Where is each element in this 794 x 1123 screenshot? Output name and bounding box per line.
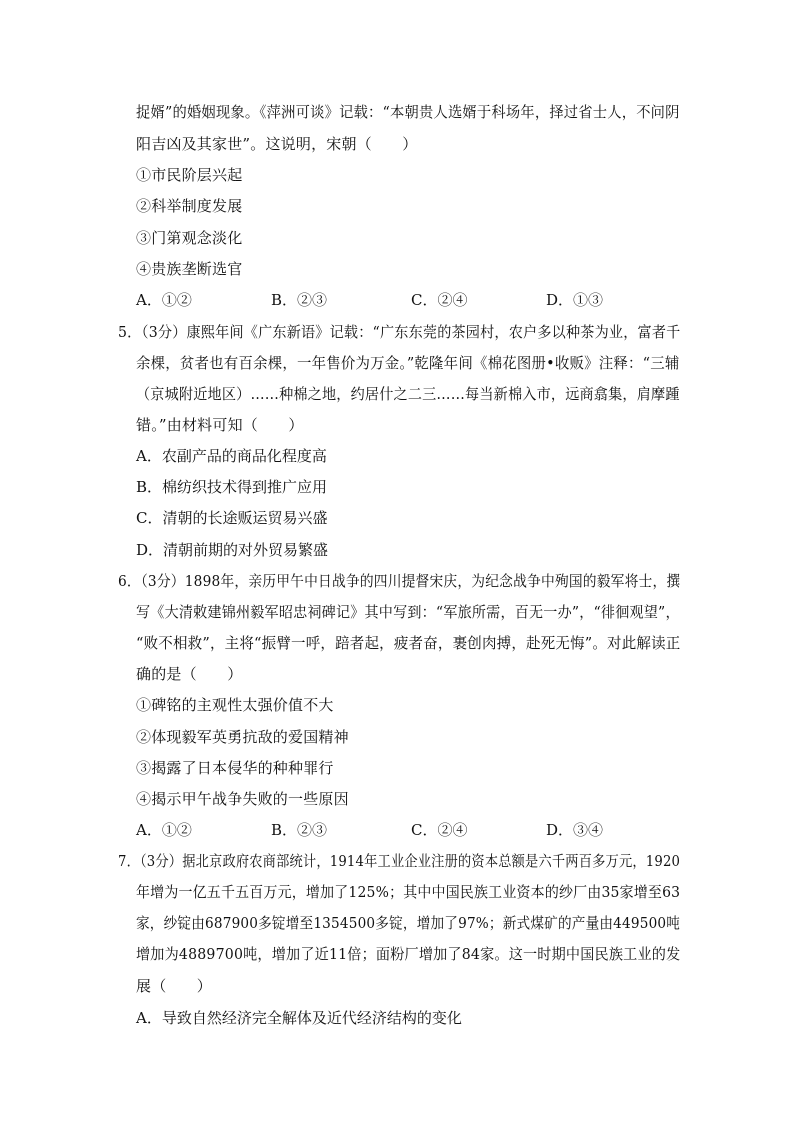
q7-stem-line-2: 年增为一亿五千五百万元，增加了125%；其中中国民族工业资本的纱厂由35家增至63 (136, 883, 681, 901)
q5-option-b: B．棉纺织技术得到推广应用 (136, 478, 328, 496)
q6-stem-line-4: 确的是（ ） (136, 665, 243, 683)
q6-item-1: ①碑铭的主观性太强价值不大 (136, 696, 334, 714)
q6-stem-line-2: 写《大清敕建锦州毅军昭忠祠碑记》其中写到：“军旅所需，百无一办”，“徘徊观望”， (136, 603, 680, 621)
q7-stem-line-3: 家，纱锭由687900多锭增至1354500多锭，增加了97%；新式煤矿的产量由449500吨 (136, 914, 681, 932)
q4-stem-line-2: 阳吉凶及其家世”。这说明，宋朝（ ） (136, 135, 418, 153)
q5-option-c: C．清朝的长途贩运贸易兴盛 (136, 509, 328, 527)
q5-option-d: D．清朝前期的对外贸易繁盛 (136, 541, 329, 559)
q7-option-a: A．导致自然经济完全解体及近代经济结构的变化 (136, 1009, 462, 1027)
q6-choice-c: C．②④ (411, 821, 468, 839)
q5-stem-line-4: 错。”由材料可知（ ） (136, 416, 304, 434)
q4-item-4: ④贵族垄断选官 (136, 260, 243, 278)
q5-option-a: A．农副产品的商品化程度高 (136, 447, 327, 465)
q5-stem-line-3: （京城附近地区）……种棉之地，约居什之二三……每当新棉入市，远商翕集，肩摩踵 (136, 385, 680, 403)
q4-choice-b: B．②③ (271, 291, 328, 309)
q6-choice-d: D．③④ (546, 821, 604, 839)
q7-stem-line-5: 展（ ） (136, 977, 213, 995)
q5-stem-line-1: 5．（3分）康熙年间《广东新语》记载：“广东东莞的茶园村，农户多以种茶为业，富者千 (118, 323, 681, 341)
q7-stem-line-1: 7．（3分）据北京政府农商部统计，1914年工业企业注册的资本总额是六千两百多万元，1920 (118, 852, 681, 870)
q6-item-4: ④揭示甲午战争失败的一些原因 (136, 790, 349, 808)
q5-stem-line-2: 余棵，贫者也有百余棵，一年售价为万金。”乾隆年间《棉花图册•收贩》注释：“三辅 (136, 354, 680, 372)
q4-stem-line-1: 捉婿”的婚姻现象。《萍洲可谈》记载：“本朝贵人选婿于科场年，择过省士人，不问阴 (136, 103, 680, 121)
q7-stem-line-4: 增加为4889700吨，增加了近11倍；面粉厂增加了84家。这一时期中国民族工业的发 (136, 945, 681, 963)
q6-item-3: ③揭露了日本侵华的种种罪行 (136, 759, 334, 777)
q6-stem-line-3: “败不相救”，主将“振臂一呼，踣者起，疲者奋，裹创肉搏，赴死无悔”。对此解读正 (136, 634, 681, 652)
q4-choice-d: D．①③ (546, 291, 604, 309)
q4-choice-c: C．②④ (411, 291, 468, 309)
q6-choice-a: A．①② (136, 821, 192, 839)
q4-choice-a: A．①② (136, 291, 192, 309)
q4-item-1: ①市民阶层兴起 (136, 166, 243, 184)
q6-choice-b: B．②③ (271, 821, 328, 839)
q4-item-2: ②科举制度发展 (136, 197, 243, 215)
q6-stem-line-1: 6．（3分）1898年，亲历甲午中日战争的四川提督宋庆，为纪念战争中殉国的毅军将士，撰 (118, 572, 681, 590)
q6-item-2: ②体现毅军英勇抗敌的爱国精神 (136, 728, 349, 746)
q4-item-3: ③门第观念淡化 (136, 229, 243, 247)
